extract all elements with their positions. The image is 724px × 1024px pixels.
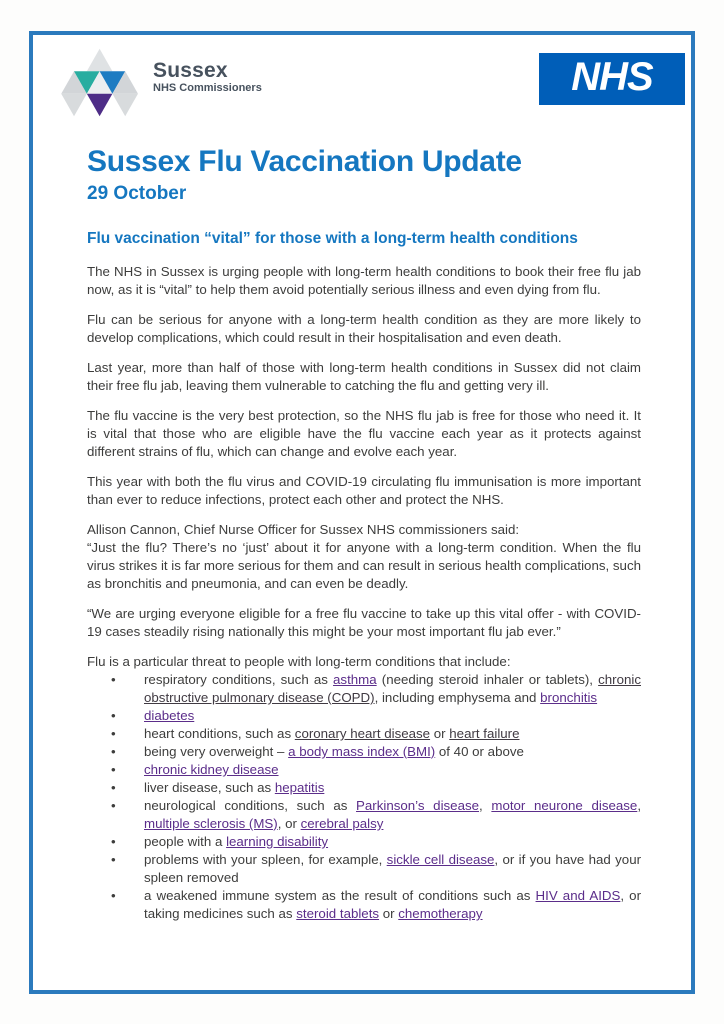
link-multiple-sclerosis-ms[interactable]: multiple sclerosis (MS) (144, 816, 278, 831)
paragraph: “We are urging everyone eligible for a free flu vaccine to take up this vital offer - with COVID-19 cases steadily rising nationally this might be your most important flu jab ever.” (87, 606, 641, 639)
list-text: or (379, 906, 399, 921)
link-coronary-heart-disease[interactable]: coronary heart disease (294, 726, 431, 741)
list-text: being very overweight – (144, 744, 289, 759)
list-text: , (479, 798, 492, 813)
list-text: , or (277, 816, 301, 831)
link-asthma[interactable]: asthma (333, 672, 377, 687)
link-heart-failure[interactable]: heart failure (449, 726, 520, 741)
header (61, 48, 685, 120)
link-cerebral-palsy[interactable]: cerebral palsy (300, 816, 384, 831)
list-text: (needing steroid inhaler or tablets), (376, 672, 599, 687)
link-hepatitis[interactable]: hepatitis (274, 780, 325, 795)
paragraph: Last year, more than half of those with long-term health conditions in Sussex did not claim their free flu jab, leaving them vulnerable to catching the flu and getting very ill. (87, 360, 641, 393)
list-text: or (430, 726, 450, 741)
page-border-frame (29, 31, 695, 994)
list-item (144, 761, 641, 779)
link-learning-disability[interactable]: learning disability (226, 834, 329, 849)
list-text: of 40 or above (435, 744, 524, 759)
link-parkinson-s-disease[interactable]: Parkinson’s disease (356, 798, 480, 813)
list-item (144, 743, 641, 761)
sussex-logo-subtitle: NHS Commissioners (153, 82, 262, 94)
paragraph: “Just the flu? There’s no ‘just’ about it for anyone with a long-term condition. When the flu virus strikes it is far more serious for them and can result in serious health complications, such as bronchitis and pneumonia, and can even be deadly. (87, 540, 641, 591)
page-title: Sussex Flu Vaccination Update (87, 145, 522, 178)
list-item (144, 833, 641, 851)
link-sickle-cell-disease[interactable]: sickle cell disease (386, 852, 495, 867)
article-heading: Flu vaccination “vital” for those with a long-term health conditions (87, 230, 578, 247)
list-text: problems with your spleen, for example, (144, 852, 387, 867)
sussex-hexagon-icon (61, 48, 139, 117)
list-intro: Flu is a particular threat to people with long-term conditions that include: (87, 654, 511, 669)
list-text: a weakened immune system as the result of conditions such as (144, 888, 536, 903)
paragraph: Allison Cannon, Chief Nurse Officer for Sussex NHS commissioners said: (87, 522, 520, 537)
list-text: , or taking medicines such as (144, 888, 641, 921)
link-hiv-and-aids[interactable]: HIV and AIDS (535, 888, 621, 903)
list-text: , including emphysema and (374, 690, 541, 705)
sussex-logo-title: Sussex (153, 59, 228, 82)
paragraph: Flu can be serious for anyone with a long-term health condition as they are more likely to develop complications, which could result in their hospitalisation and even death. (87, 312, 641, 345)
list-text: , or if you have had your spleen removed (144, 852, 642, 885)
link-chronic-kidney-disease[interactable]: chronic kidney disease (144, 762, 279, 777)
list-text: respiratory conditions, such as (144, 672, 334, 687)
link-steroid-tablets[interactable]: steroid tablets (296, 906, 380, 921)
list-item (144, 671, 641, 707)
sussex-nhs-commissioners-logo (61, 48, 262, 117)
list-item (144, 725, 641, 743)
list-text: people with a (144, 834, 227, 849)
link-diabetes[interactable]: diabetes (144, 708, 195, 723)
sussex-logo-text (153, 60, 262, 95)
list-text: liver disease, such as (144, 780, 275, 795)
link-bronchitis[interactable]: bronchitis (540, 690, 598, 705)
link-motor-neurone-disease[interactable]: motor neurone disease (491, 798, 638, 813)
link-a-body-mass-index-bmi[interactable]: a body mass index (BMI) (288, 744, 436, 759)
paragraph: The NHS in Sussex is urging people with long-term health conditions to book their free flu jab now, as it is “vital” to help them avoid potentially serious illness and even dying from flu. (87, 264, 641, 297)
list-item (144, 797, 641, 833)
list-text: neurological conditions, such as (144, 798, 357, 813)
content (87, 145, 641, 923)
conditions-list (87, 671, 641, 923)
list-text: , (637, 798, 642, 813)
link-chronic-obstructive-pulmonary-disease-copd[interactable]: chronic obstructive pulmonary disease (COPD) (144, 672, 641, 705)
paragraph: This year with both the flu virus and COVID-19 circulating flu immunisation is more important than ever to reduce infections, protect each other and protect the NHS. (87, 474, 641, 507)
list-item (144, 851, 641, 887)
nhs-logo: NHS (539, 53, 685, 105)
page-date: 29 October (87, 183, 187, 204)
paragraph: The flu vaccine is the very best protection, so the NHS flu jab is free for those who need it. It is vital that those who are eligible have the flu vaccine each year as it protects against different strains of flu, which can change and evolve each year. (87, 408, 641, 459)
link-chemotherapy[interactable]: chemotherapy (398, 906, 483, 921)
list-text: heart conditions, such as (144, 726, 295, 741)
list-item (144, 707, 641, 725)
list-item (144, 887, 641, 923)
article-paragraphs (87, 263, 641, 641)
list-item (144, 779, 641, 797)
